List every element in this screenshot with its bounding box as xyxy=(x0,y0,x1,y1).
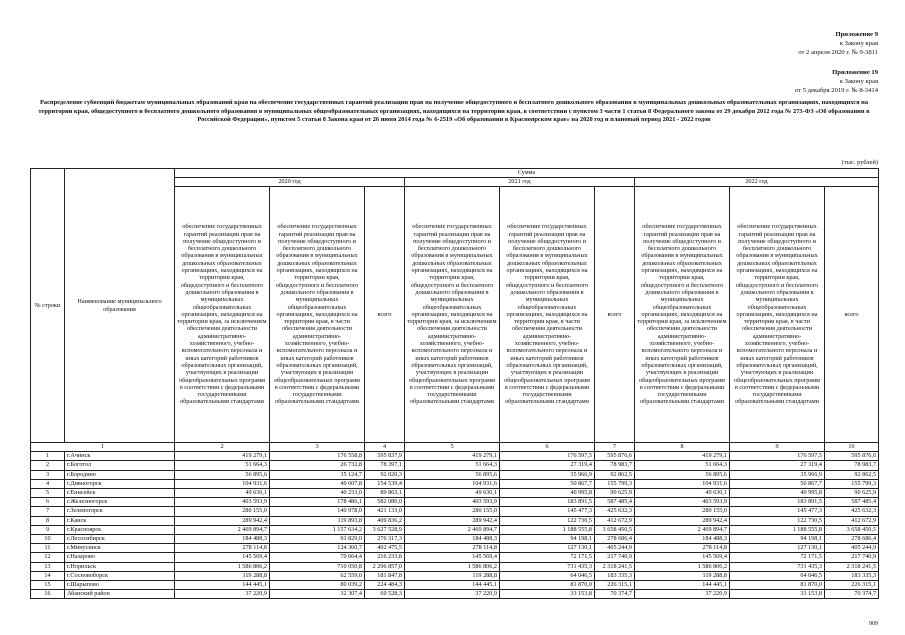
row-number-cell: 14 xyxy=(31,571,65,580)
header-municipality: Наименование муниципального образования xyxy=(65,169,175,443)
amount-cell: 80 039,2 xyxy=(270,581,365,590)
header-col-a: обеспечение государственных гарантий реализации прав на получение общедоступного и бесплатного дошкольного образования в муниципальных дошкольных образовательных организациях, находящихся на территории края, общедоступного и бесплатного дошкольного образования в муниципальных общеобразовательных организациях, находящихся на территории края, за исключением обеспечения деятельности административно-хозяйственного, учебно-вспомогательного персонала и иных категорий работников образовательных организаций, участвующих в реализации общеобразовательных программ в соответствии с федеральными государственными образовательными стандартами xyxy=(405,187,500,443)
amount-cell: 582 080,0 xyxy=(365,498,405,507)
header-year-2022: 2022 год xyxy=(635,178,879,187)
column-number-row xyxy=(31,443,879,452)
amount-cell: 176 558,8 xyxy=(270,452,365,461)
amount-cell: 37 220,9 xyxy=(175,590,270,599)
amount-cell: 1 188 555,8 xyxy=(730,525,825,534)
amount-cell: 224 484,3 xyxy=(365,581,405,590)
table-body xyxy=(31,452,879,599)
amount-cell: 1 586 806,2 xyxy=(175,562,270,571)
table-row xyxy=(31,507,879,516)
amount-cell: 226 315,1 xyxy=(595,581,635,590)
table-row xyxy=(31,544,879,553)
amount-cell: 72 171,5 xyxy=(730,553,825,562)
amount-cell: 104 931,6 xyxy=(405,479,500,488)
amount-cell: 89 863,1 xyxy=(365,489,405,498)
municipality-cell: г.Железногорск xyxy=(65,498,175,507)
amount-cell: 154 539,4 xyxy=(365,479,405,488)
amount-cell: 289 942,4 xyxy=(405,516,500,525)
amount-cell: 402 475,5 xyxy=(365,544,405,553)
amount-cell: 56 895,6 xyxy=(405,470,500,479)
amount-cell: 124 360,7 xyxy=(270,544,365,553)
amount-cell: 56 895,6 xyxy=(635,470,730,479)
amount-cell: 49 630,1 xyxy=(405,489,500,498)
amount-cell: 145 569,4 xyxy=(635,553,730,562)
table-row xyxy=(31,590,879,599)
row-number-cell: 3 xyxy=(31,470,65,479)
amount-cell: 731 435,3 xyxy=(730,562,825,571)
amount-cell: 70 664,4 xyxy=(270,553,365,562)
amount-cell: 409 836,2 xyxy=(365,516,405,525)
amount-cell: 178 486,1 xyxy=(270,498,365,507)
row-number-cell: 9 xyxy=(31,525,65,534)
municipality-cell: г.Лесосибирск xyxy=(65,535,175,544)
amount-cell: 412 672,9 xyxy=(825,516,879,525)
amount-cell: 94 198,1 xyxy=(500,535,595,544)
amount-cell: 145 477,3 xyxy=(500,507,595,516)
header-total: всего xyxy=(595,187,635,443)
header-year-2020: 2020 год xyxy=(175,178,405,187)
amount-cell: 37 220,9 xyxy=(405,590,500,599)
amount-cell: 64 046,5 xyxy=(500,571,595,580)
column-number: 2 xyxy=(175,443,270,452)
amount-cell: 127 130,1 xyxy=(730,544,825,553)
row-number-cell: 2 xyxy=(31,461,65,470)
amount-cell: 51 664,3 xyxy=(635,461,730,470)
header-col-a: обеспечение государственных гарантий реализации прав на получение общедоступного и бесплатного дошкольного образования в муниципальных дошкольных образовательных организациях, находящихся на территории края, общедоступного и бесплатного дошкольного образования в муниципальных общеобразовательных организациях, находящихся на территории края, за исключением обеспечения деятельности административно-хозяйственного, учебно-вспомогательного персонала и иных категорий работников образовательных организаций, участвующих в реализации общеобразовательных программ в соответствии с федеральными государственными образовательными стандартами xyxy=(635,187,730,443)
amount-cell: 184 488,3 xyxy=(405,535,500,544)
municipality-cell: г.Дивногорск xyxy=(65,479,175,488)
amount-cell: 425 632,3 xyxy=(825,507,879,516)
table-row xyxy=(31,498,879,507)
table-row xyxy=(31,470,879,479)
table-row xyxy=(31,562,879,571)
amount-cell: 72 171,5 xyxy=(500,553,595,562)
row-number-cell: 6 xyxy=(31,498,65,507)
amount-cell: 278 114,8 xyxy=(175,544,270,553)
municipality-cell: г.Норильск xyxy=(65,562,175,571)
amount-cell: 217 740,9 xyxy=(595,553,635,562)
amount-cell: 226 315,1 xyxy=(825,581,879,590)
amount-cell: 145 569,4 xyxy=(405,553,500,562)
municipality-cell: г.Боготол xyxy=(65,461,175,470)
amount-cell: 92 020,3 xyxy=(365,470,405,479)
header-year-2021: 2021 год xyxy=(405,178,635,187)
amount-cell: 40 233,0 xyxy=(270,489,365,498)
municipality-cell: г.Назарово xyxy=(65,553,175,562)
amount-cell: 731 435,3 xyxy=(500,562,595,571)
column-number: 5 xyxy=(405,443,500,452)
row-number-cell: 15 xyxy=(31,581,65,590)
amount-cell: 183 891,5 xyxy=(730,498,825,507)
table-row xyxy=(31,553,879,562)
column-number: 1 xyxy=(31,443,175,452)
amount-cell: 51 664,3 xyxy=(405,461,500,470)
amount-cell: 419 279,1 xyxy=(405,452,500,461)
row-number-cell: 1 xyxy=(31,452,65,461)
amount-cell: 1 157 634,2 xyxy=(270,525,365,534)
amount-cell: 425 632,3 xyxy=(595,507,635,516)
header-row-number: № строки xyxy=(31,169,65,443)
table-row xyxy=(31,516,879,525)
table-row xyxy=(31,489,879,498)
header-col-b: обеспечение государственных гарантий реализации прав на получение общедоступного и бесплатного дошкольного образования в муниципальных дошкольных образовательных организациях, находящихся на территории края, общедоступного и бесплатного дошкольного образования в муниципальных общеобразовательных организациях, находящихся на территории края, в части обеспечения деятельности административно-хозяйственного, учебно-вспомогательного персонала и иных категорий работников образовательных организаций, участвующих в реализации общеобразовательных программ в соответствии с федеральными государственными образовательными стандартами xyxy=(270,187,365,443)
amount-cell: 69 528,3 xyxy=(365,590,405,599)
column-number: 8 xyxy=(635,443,730,452)
row-number-cell: 5 xyxy=(31,489,65,498)
amount-cell: 184 488,3 xyxy=(635,535,730,544)
amount-cell: 403 593,9 xyxy=(635,498,730,507)
header-col-b: обеспечение государственных гарантий реализации прав на получение общедоступного и бесплатного дошкольного образования в муниципальных дошкольных образовательных организациях, находящихся на территории края, общедоступного и бесплатного дошкольного образования в муниципальных общеобразовательных организациях, находящихся на территории края, в части обеспечения деятельности административно-хозяйственного, учебно-вспомогательного персонала и иных категорий работников образовательных организаций, участвующих в реализации общеобразовательных программ в соответствии с федеральными государственными образовательными стандартами xyxy=(500,187,595,443)
amount-cell: 405 244,9 xyxy=(595,544,635,553)
amount-cell: 70 374,7 xyxy=(825,590,879,599)
table-row xyxy=(31,581,879,590)
amount-cell: 184 488,3 xyxy=(175,535,270,544)
amount-cell: 78 983,7 xyxy=(595,461,635,470)
amount-cell: 1 586 806,2 xyxy=(405,562,500,571)
amount-cell: 183 891,5 xyxy=(500,498,595,507)
amount-cell: 81 870,0 xyxy=(730,581,825,590)
amount-cell: 122 730,5 xyxy=(500,516,595,525)
amount-cell: 144 445,1 xyxy=(175,581,270,590)
amount-cell: 595 876,6 xyxy=(825,452,879,461)
amount-cell: 27 319,4 xyxy=(730,461,825,470)
table-row xyxy=(31,571,879,580)
amount-cell: 2 469 894,7 xyxy=(405,525,500,534)
amount-cell: 1 586 806,2 xyxy=(635,562,730,571)
amount-cell: 3 658 450,5 xyxy=(825,525,879,534)
amount-cell: 2 469 894,7 xyxy=(635,525,730,534)
amount-cell: 216 233,8 xyxy=(365,553,405,562)
amount-cell: 710 050,8 xyxy=(270,562,365,571)
amount-cell: 40 995,8 xyxy=(730,489,825,498)
amount-cell: 276 317,3 xyxy=(365,535,405,544)
amount-cell: 104 931,6 xyxy=(635,479,730,488)
amount-cell: 144 445,1 xyxy=(405,581,500,590)
amount-cell: 92 862,5 xyxy=(825,470,879,479)
header-col-b: обеспечение государственных гарантий реализации прав на получение общедоступного и бесплатного дошкольного образования в муниципальных дошкольных образовательных организациях, находящихся на территории края, общедоступного и бесплатного дошкольного образования в муниципальных общеобразовательных организациях, находящихся на территории края, в части обеспечения деятельности административно-хозяйственного, учебно-вспомогательного персонала и иных категорий работников образовательных организаций, участвующих в реализации общеобразовательных программ в соответствии с федеральными государственными образовательными стандартами xyxy=(730,187,825,443)
column-number: 10 xyxy=(825,443,879,452)
amount-cell: 181 847,8 xyxy=(365,571,405,580)
municipality-cell: г.Бородино xyxy=(65,470,175,479)
amount-cell: 90 625,9 xyxy=(595,489,635,498)
amount-cell: 33 153,8 xyxy=(730,590,825,599)
amount-cell: 119 893,8 xyxy=(270,516,365,525)
amount-cell: 78 397,1 xyxy=(365,461,405,470)
amount-cell: 62 559,0 xyxy=(270,571,365,580)
table-row xyxy=(31,479,879,488)
row-number-cell: 4 xyxy=(31,479,65,488)
appendix-line: к Закону края xyxy=(839,40,878,47)
row-number-cell: 10 xyxy=(31,535,65,544)
municipality-cell: г.Енисейск xyxy=(65,489,175,498)
appendix-9-block xyxy=(798,30,878,57)
table-row xyxy=(31,461,879,470)
amount-cell: 35 124,7 xyxy=(270,470,365,479)
amount-cell: 92 862,5 xyxy=(595,470,635,479)
column-number: 7 xyxy=(595,443,635,452)
amount-cell: 1 188 555,8 xyxy=(500,525,595,534)
column-number: 6 xyxy=(500,443,595,452)
amount-cell: 145 569,4 xyxy=(175,553,270,562)
amount-cell: 595 837,9 xyxy=(365,452,405,461)
amount-cell: 140 978,0 xyxy=(270,507,365,516)
row-number-cell: 7 xyxy=(31,507,65,516)
amount-cell: 91 829,0 xyxy=(270,535,365,544)
amount-cell: 56 895,6 xyxy=(175,470,270,479)
amount-cell: 183 335,3 xyxy=(595,571,635,580)
amount-cell: 33 153,8 xyxy=(500,590,595,599)
table-row xyxy=(31,525,879,534)
amount-cell: 405 244,9 xyxy=(825,544,879,553)
header-col-a: обеспечение государственных гарантий реализации прав на получение общедоступного и бесплатного дошкольного образования в муниципальных дошкольных образовательных организациях, находящихся на территории края, общедоступного и бесплатного дошкольного образования в муниципальных общеобразовательных организациях, находящихся на территории края, за исключением обеспечения деятельности административно-хозяйственного, учебно-вспомогательного персонала и иных категорий работников образовательных организаций, участвующих в реализации общеобразовательных программ в соответствии с федеральными государственными образовательными стандартами xyxy=(175,187,270,443)
amount-cell: 35 966,9 xyxy=(500,470,595,479)
amount-cell: 183 335,3 xyxy=(825,571,879,580)
amount-cell: 280 155,0 xyxy=(635,507,730,516)
row-number-cell: 8 xyxy=(31,516,65,525)
amount-cell: 26 732,8 xyxy=(270,461,365,470)
municipality-cell: г.Красноярск xyxy=(65,525,175,534)
amount-cell: 3 627 528,9 xyxy=(365,525,405,534)
amount-cell: 421 133,0 xyxy=(365,507,405,516)
amount-cell: 280 155,0 xyxy=(175,507,270,516)
appendix-line: к Закону края xyxy=(839,78,878,85)
amount-cell: 51 664,3 xyxy=(175,461,270,470)
row-number-cell: 11 xyxy=(31,544,65,553)
amount-cell: 32 307,4 xyxy=(270,590,365,599)
units-label: (тыс. рублей) xyxy=(841,159,878,166)
amount-cell: 104 931,6 xyxy=(175,479,270,488)
municipality-cell: г.Зеленогорск xyxy=(65,507,175,516)
amount-cell: 144 445,1 xyxy=(635,581,730,590)
amount-cell: 49 630,1 xyxy=(175,489,270,498)
amount-cell: 70 374,7 xyxy=(595,590,635,599)
amount-cell: 122 730,5 xyxy=(730,516,825,525)
amount-cell: 81 870,0 xyxy=(500,581,595,590)
amount-cell: 595 876,6 xyxy=(595,452,635,461)
amount-cell: 278 686,4 xyxy=(825,535,879,544)
table-row xyxy=(31,452,879,461)
amount-cell: 90 625,9 xyxy=(825,489,879,498)
amount-cell: 217 740,9 xyxy=(825,553,879,562)
page-number: 909 xyxy=(869,621,878,627)
amount-cell: 35 966,9 xyxy=(730,470,825,479)
column-number: 4 xyxy=(365,443,405,452)
municipality-cell: г.Минусинск xyxy=(65,544,175,553)
amount-cell: 64 046,5 xyxy=(730,571,825,580)
header-sum: Сумма xyxy=(175,169,879,178)
municipality-cell: Абанский район xyxy=(65,590,175,599)
amount-cell: 49 607,8 xyxy=(270,479,365,488)
appendix-19-block xyxy=(795,68,878,95)
municipality-cell: г.Шарыпово xyxy=(65,581,175,590)
municipality-cell: г.Сосновоборск xyxy=(65,571,175,580)
header-total: всего xyxy=(365,187,405,443)
amount-cell: 2 318 241,5 xyxy=(825,562,879,571)
amount-cell: 78 983,7 xyxy=(825,461,879,470)
amount-cell: 155 799,3 xyxy=(595,479,635,488)
amount-cell: 587 485,4 xyxy=(825,498,879,507)
allocation-table xyxy=(30,168,879,599)
amount-cell: 50 867,7 xyxy=(730,479,825,488)
municipality-cell: г.Канск xyxy=(65,516,175,525)
amount-cell: 278 686,4 xyxy=(595,535,635,544)
amount-cell: 49 630,1 xyxy=(635,489,730,498)
appendix-line: от 2 апреля 2020 г. № 9-3811 xyxy=(798,49,878,56)
amount-cell: 27 319,4 xyxy=(500,461,595,470)
document-title: Распределение субвенций бюджетам муниципальных образований края на обеспечение государственных гарантий реализации прав на получение общедоступного и бесплатного дошкольного образования в муниципальных дошкольных образовательных организациях, находящихся на территории края, общедоступного и бесплатного дошкольного образования в муниципальных общеобразовательных организациях, находящихся на территории края, в соответствии с пунктом 3 части 1 статьи 8 Федерального закона от 29 декабря 2012 года № 273-ФЗ «Об образовании в Российской Федерации», пунктом 5 статьи 8 Закона края от 26 июня 2014 года № 6-2519 «Об образовании в Красноярском крае» на 2020 год и плановый период 2021 - 2022 годов xyxy=(38,99,870,124)
amount-cell: 412 672,9 xyxy=(595,516,635,525)
appendix-line: от 5 декабря 2019 г. № 8-3414 xyxy=(794,87,878,94)
amount-cell: 145 477,3 xyxy=(730,507,825,516)
amount-cell: 419 279,1 xyxy=(635,452,730,461)
amount-cell: 2 296 857,0 xyxy=(365,562,405,571)
amount-cell: 119 288,8 xyxy=(175,571,270,580)
amount-cell: 289 942,4 xyxy=(175,516,270,525)
amount-cell: 419 279,1 xyxy=(175,452,270,461)
column-number: 3 xyxy=(270,443,365,452)
amount-cell: 119 288,8 xyxy=(635,571,730,580)
header-total: всего xyxy=(825,187,879,443)
amount-cell: 40 995,8 xyxy=(500,489,595,498)
table-row xyxy=(31,535,879,544)
amount-cell: 2 469 894,7 xyxy=(175,525,270,534)
amount-cell: 119 288,8 xyxy=(405,571,500,580)
municipality-cell: г.Ачинск xyxy=(65,452,175,461)
amount-cell: 155 799,3 xyxy=(825,479,879,488)
amount-cell: 3 658 450,5 xyxy=(595,525,635,534)
row-number-cell: 12 xyxy=(31,553,65,562)
amount-cell: 94 198,1 xyxy=(730,535,825,544)
appendix-title: Приложение 9 xyxy=(835,31,878,38)
amount-cell: 50 867,7 xyxy=(500,479,595,488)
amount-cell: 278 114,8 xyxy=(405,544,500,553)
amount-cell: 280 155,0 xyxy=(405,507,500,516)
amount-cell: 587 485,4 xyxy=(595,498,635,507)
appendix-title: Приложение 19 xyxy=(832,69,878,76)
row-number-cell: 13 xyxy=(31,562,65,571)
row-number-cell: 16 xyxy=(31,590,65,599)
amount-cell: 278 114,8 xyxy=(635,544,730,553)
amount-cell: 37 220,9 xyxy=(635,590,730,599)
amount-cell: 127 130,1 xyxy=(500,544,595,553)
amount-cell: 403 593,9 xyxy=(175,498,270,507)
column-number: 9 xyxy=(730,443,825,452)
amount-cell: 2 318 241,5 xyxy=(595,562,635,571)
amount-cell: 176 597,5 xyxy=(500,452,595,461)
amount-cell: 403 593,9 xyxy=(405,498,500,507)
amount-cell: 289 942,4 xyxy=(635,516,730,525)
amount-cell: 176 597,5 xyxy=(730,452,825,461)
